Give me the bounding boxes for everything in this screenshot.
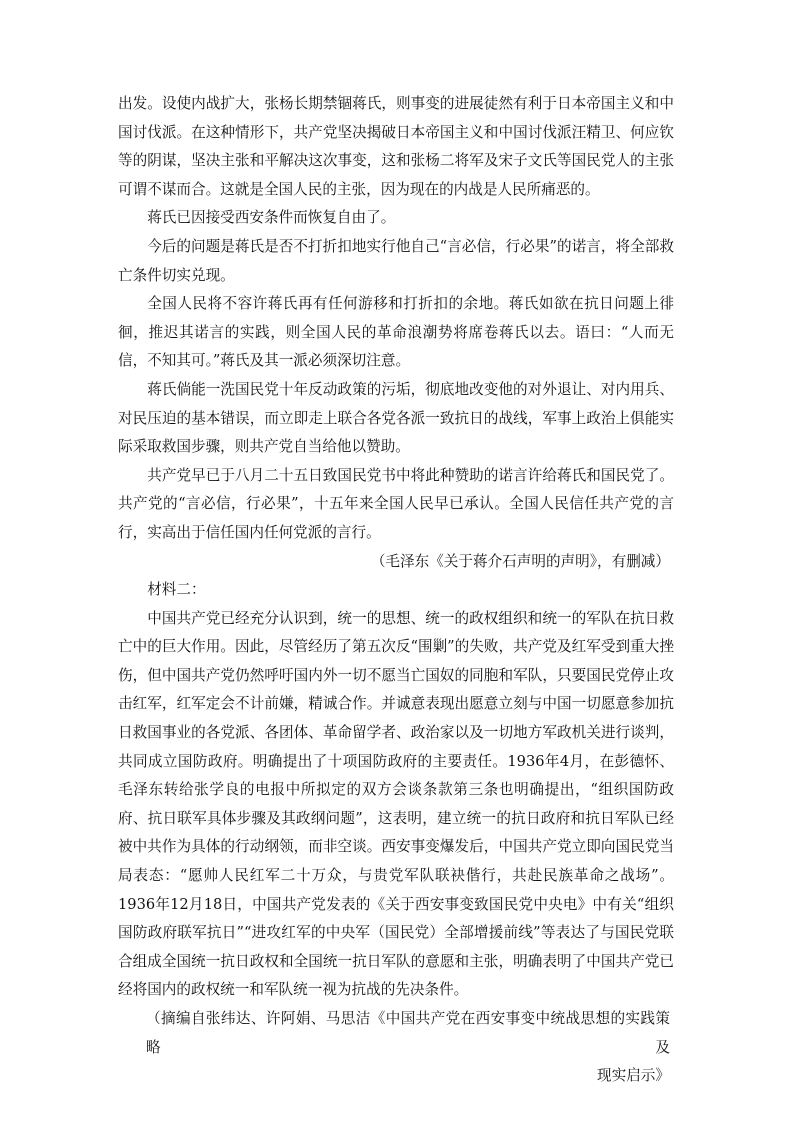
paragraph-material-two: 中国共产党已经充分认识到，统一的思想、统一的政权组织和统一的军队在抗日救亡中的巨大作用。因此，尽管经历了第五次反“围剿”的失败，共产党及红军受到重大挫伤，但中国共产党仍然呼吁国内外一切不愿当亡国奴的同胞和军队，只要国民党停止攻击红军，红军定会不计前嫌，精诚合作。并诚意表现出愿意立刻与中国一切愿意参加抗日救国事业的各党派、各团体、革命留学者、政治家以及一切地方军政机关进行谈判，共同成立国防政府。明确提出了十项国防政府的主要责任。1936年4月，在彭德怀、毛泽东转给张学良的电报中所拟定的双方会谈条款第三条也明确提出，“组织国防政府、抗日联军具体步骤及其政纲问题”，这表明，建立统一的抗日政府和抗日军队已经被中共作为具体的行动纲领，而非空谈。西安事变爆发后，中国共产党立即向国民党当局表态：“愿帅人民红军二十万众，与贵党军队联袂偕行，共赴民族革命之战场”。1936年12月18日，中国共产党发表的《关于西安事变致国民党中央电》中有关“组织国防政府联军抗日”“进攻红军的中央军（国民党）全部增援前线”等表达了与国民党联合组成全国统一抗日政权和全国统一抗日军队的意愿和主张，明确表明了中国共产党已经将国内的政权统一和军队统一视为抗战的先决条件。	[118, 609, 674, 999]
paragraph: 全国人民将不容许蒋氏再有任何游移和打折扣的余地。蒋氏如欲在抗日问题上徘徊，推迟其诺言的实践，则全国人民的革命浪潮势将席卷蒋氏以去。语曰：“人而无信，不知其可。”蒋氏及其一派必须深切注意。	[118, 295, 674, 370]
source-citation-2	[118, 1005, 674, 1091]
source-citation-2-line2: 现实启示》	[597, 1067, 670, 1085]
paragraph: 共产党早已于八月二十五日致国民党书中将此种赞助的诺言许给蒋氏和国民党了。共产党的“言必信，行必果”，十五年来全国人民早已承认。全国人民信任共产党的言行，实高出于信任国内任何党派的言行。	[118, 466, 674, 541]
paragraph-continuation: 出发。设使内战扩大，张杨长期禁锢蒋氏，则事变的进展徒然有利于日本帝国主义和中国讨伐派。在这种情形下，共产党坚决揭破日本帝国主义和中国讨伐派汪精卫、何应钦等的阴谋，坚决主张和平解决这次事变，这和张杨二将军及宋子文氏等国民党人的主张可谓不谋而合。这就是全国人民的主张，因为现在的内战是人民所痛恶的。	[118, 95, 674, 198]
source-citation-2-line1: （摘编自张纬达、许阿娟、马思洁《中国共产党在西安事变中统战思想的实践策略及	[146, 1010, 670, 1056]
material-two-label: 材料二：	[147, 581, 206, 599]
paragraph: 今后的问题是蒋氏是否不打折扣地实行他自己“言必信，行必果”的诺言，将全部救亡条件切实兑现。	[118, 237, 674, 284]
source-citation-1: （毛泽东《关于蒋介石声明的声明》，有删减）	[370, 552, 670, 570]
paragraph: 蒋氏已因接受西安条件而恢复自由了。	[147, 209, 396, 227]
paragraph: 蒋氏倘能一洗国民党十年反动政策的污垢，彻底地改变他的对外退让、对内用兵、对民压迫的基本错误，而立即走上联合各党各派一致抗日的战线，军事上政治上俱能实际采取救国步骤，则共产党自当给他以赞助。	[118, 380, 674, 456]
document-page	[118, 90, 674, 1091]
